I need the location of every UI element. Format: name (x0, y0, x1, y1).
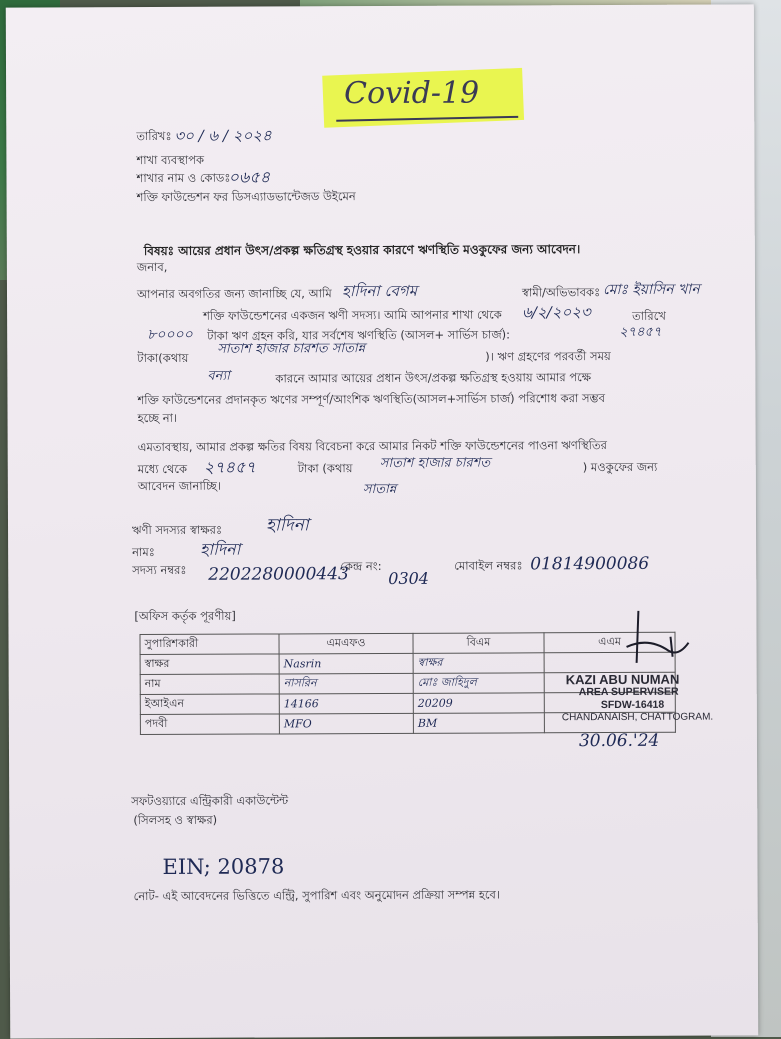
balance-words-hw: সাতাশ হাজার চারশত সাতান্ন (217, 341, 366, 357)
accountant-line2: (সিলসহ ও স্বাক্ষর) (133, 812, 218, 828)
guardian-name-hw: মোঃ ইয়াসিন খান (602, 281, 700, 299)
para1-e: টাকা ঋণ গ্রহন করি, যার সর্বশেষ ঋণস্থিতি (আসল+ সার্ভিস চার্জ): (207, 327, 511, 343)
mobile-hw: 01814900086 (530, 553, 650, 575)
stamp-title: AREA SUPERVISER (578, 685, 679, 699)
org-name: শক্তি ফাউন্ডেশন ফর ডিসএ্যাডভান্টেজড উইমেন (136, 189, 356, 205)
stamp-name: KAZI ABU NUMAN (565, 671, 680, 688)
date-label: তারিখঃ (136, 128, 172, 144)
subject-line: বিষয়ঃ আয়ের প্রধান উৎস/প্রকল্প ক্ষতিগ্রস্থ হওয়ার কারণে ঋণস্থিতি মওকুফের জন্য আবেদন। (143, 242, 581, 259)
footer-note: নোট- এই আবেদনের ভিত্তিতে এন্ট্রি, সুপারিশ এবং অনুমোদন প্রক্রিয়া সম্পন্ন হবে। (133, 887, 501, 904)
row-label: নাম (140, 674, 279, 695)
table-header: এএম (544, 632, 675, 653)
loan-date-hw: ৬/২/২০২৩ (522, 303, 591, 322)
salutation: জনাব, (136, 259, 168, 275)
waiver-amount-hw: ২৭৪৫৭ (203, 457, 256, 477)
para2-b: মধ্যে থেকে (137, 461, 188, 477)
waiver-words-hw: সাতাশ হাজার চারশত (379, 455, 491, 472)
para2-a: এমতাবস্থায়, আমার প্রকল্প ক্ষতির বিষয় বিবেচনা করে আমার নিকট শক্তি ফাউন্ডেশনের পাওনা ঋণস্থিতির (137, 438, 607, 455)
para1-a: আপনার অবগতির জন্য জানাচ্ছি যে, আমি (136, 286, 332, 302)
branch-name-label: শাখার নাম ও কোডঃ (136, 170, 231, 186)
bm-cell: BM (413, 713, 544, 734)
date-value: ৩০ / ৬ / ২০২৪ (174, 126, 272, 145)
member-id-label: সদস্য নম্বরঃ (132, 562, 187, 578)
stamp-code: SFDW-16418 (600, 698, 665, 712)
member-sign-label: ঋণী সদস্যর স্বাক্ষরঃ (132, 522, 223, 538)
mfo-cell: 14166 (279, 693, 413, 714)
para1-h: কারনে আমার আয়ের প্রধান উৎস/প্রকল্প ক্ষতিগ্রস্থ হওয়ায় আমার পক্ষে (275, 370, 592, 386)
para1-i: শক্তি ফাউন্ডেশনের প্রদানকৃত ঋণের সম্পূর্ণ/আংশিক ঋণস্থিতি(আসল+সার্ভিস চার্জ) পরিশোধ করা সম্ভব (137, 391, 606, 408)
para2-d: ) মওকুফের জন্য (582, 459, 658, 475)
para2-e: আবেদন জানাচ্ছি। (137, 478, 221, 494)
stamp-location: CHANDANAISH, CHATTOGRAM. (561, 711, 714, 724)
reason-hw: বন্যা (207, 368, 230, 384)
branch-code: ০৬৫৪ (228, 167, 271, 187)
mfo-cell: Nasrin (279, 653, 413, 674)
covid-heading: Covid-19 (344, 75, 480, 112)
para1-f: টাকা(কথায় (137, 350, 189, 366)
mfo-cell: নাসরিন (279, 673, 413, 694)
center-hw: 0304 (388, 568, 430, 588)
bm-cell: মোঃ জাহিদুল (413, 673, 544, 694)
loan-amount-hw: ৮০০০০ (147, 326, 193, 344)
member-id-hw: 2202280000443 (208, 564, 349, 585)
stamp-date-hw: 30.06.'24 (578, 730, 660, 752)
mobile-label: মোবাইল নম্বরঃ (454, 558, 523, 573)
waiver-words2-hw: সাতান্ন (362, 481, 397, 498)
office-label: [অফিস কর্তৃক পূরণীয়] (134, 608, 236, 624)
row-label: স্বাক্ষর (140, 654, 279, 675)
table-header: এমএফও (279, 633, 413, 654)
member-name-hw: হাদিনা (200, 539, 241, 559)
accountant-ein: EIN; 20878 (162, 854, 285, 879)
mfo-cell: MFO (279, 713, 413, 734)
document-paper (6, 4, 758, 1038)
table-header: বিএম (413, 633, 544, 654)
am-signature-scribble (608, 607, 698, 667)
center-label: কেন্দ্র নং: (340, 559, 382, 574)
accountant-line1: সফটওয়্যারে এন্ট্রিকারী একাউন্টেন্ট (131, 793, 289, 809)
para2-c: টাকা (কথায় (297, 461, 353, 476)
row-label: ইআইএন (140, 694, 279, 715)
member-name-label: নামঃ (132, 544, 155, 560)
applicant-name-hw: হাদিনা বেগম (341, 281, 418, 301)
table-row (140, 632, 675, 654)
para1-c: শক্তি ফাউন্ডেশনের একজন ঋণী সদস্য। আমি আপনার শাখা থেকে (203, 307, 502, 323)
branch-manager: শাখা ব্যবস্থাপক (136, 152, 205, 168)
para1-b: স্বামী/অভিভাবকঃ (521, 285, 601, 300)
para1-d: তারিখে (632, 308, 666, 323)
member-sign-hw: হাদিনা (265, 515, 309, 536)
table-header: সুপারিশকারী (140, 634, 279, 655)
para1-j: হচ্ছে না। (137, 410, 178, 426)
balance-hw: ২৭৪৫৭ (619, 324, 662, 340)
bm-cell: 20209 (413, 693, 544, 714)
para1-g: )। ঋণ গ্রহণের পরবর্তী সময় (485, 349, 611, 364)
bm-cell: স্বাক্ষর (413, 653, 544, 674)
row-label: পদবী (140, 714, 279, 735)
